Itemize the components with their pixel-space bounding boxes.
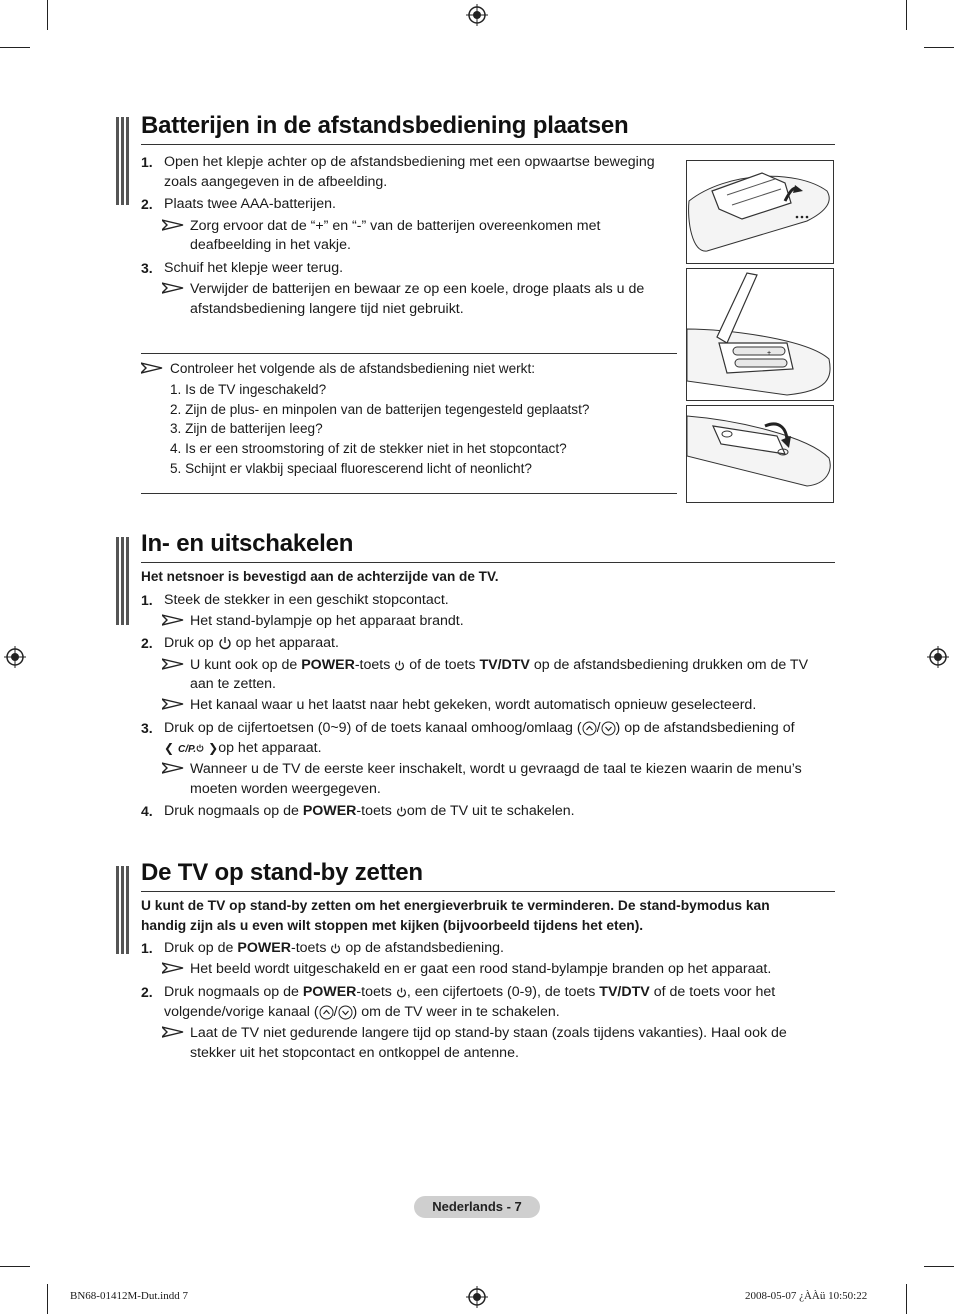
title-rule xyxy=(141,144,835,145)
box-rule-top xyxy=(141,353,677,354)
step-text-part: op het apparaat. xyxy=(235,635,339,651)
note-text: Laat de TV niet gedurende langere tijd op stand-by staan (zoals tijdens vakanties). Haal ook de xyxy=(190,1025,787,1041)
step-text xyxy=(164,938,504,958)
step-text-part: Druk nogmaals op de xyxy=(164,984,299,1000)
crop-mark xyxy=(906,0,907,30)
note-text: Zorg ervoor dat de “+” en “-” van de batterijen overeenkomen met xyxy=(190,218,601,234)
note-text-part: U kunt ook op de xyxy=(190,657,298,673)
power-icon xyxy=(396,806,407,817)
step-text xyxy=(164,982,775,1002)
registration-mark-icon xyxy=(466,4,488,26)
section-title-standby: De TV op stand-by zetten xyxy=(141,859,423,886)
crop-mark xyxy=(924,1266,954,1267)
power-icon xyxy=(196,744,204,752)
cp-key-label: C/P. xyxy=(178,744,197,755)
power-key-label: POWER xyxy=(301,657,355,673)
step-number: 4. xyxy=(141,803,153,819)
remote-illustration-batteries xyxy=(686,268,834,401)
step-number: 2. xyxy=(141,984,153,1000)
step-text: Druk op de cijfertoetsen (0~9) of de toets kanaal omhoog/omlaag ( / ) op de afstandsbediening of xyxy=(164,720,795,736)
page-number-badge: Nederlands - 7 xyxy=(414,1196,540,1218)
note-text: Het beeld wordt uitgeschakeld en er gaat een rood stand-bylampje branden op het apparaat. xyxy=(190,961,772,977)
step-text-part: ) om de TV weer in te schakelen. xyxy=(352,1004,560,1020)
crop-mark xyxy=(47,1284,48,1314)
note-text: Verwijder de batterijen en bewaar ze op een koele, droge plaats als u de xyxy=(190,281,645,297)
check-item: 1. Is de TV ingeschakeld? xyxy=(170,382,327,397)
crop-mark xyxy=(924,47,954,48)
registration-mark-icon xyxy=(466,1286,488,1308)
step-text: Open het klepje achter op de afstandsbediening met een opwaartse beweging xyxy=(164,154,655,170)
step-number: 3. xyxy=(141,720,153,736)
step-number: 1. xyxy=(141,154,153,170)
step-text-part: Druk op xyxy=(164,635,214,651)
power-icon xyxy=(330,943,341,954)
step-text-part: Druk op de cijfertoetsen (0~9) of de toets kanaal omhoog/omlaag ( xyxy=(164,720,582,736)
note-text: Het stand-bylampje op het apparaat brandt. xyxy=(190,613,464,629)
note-text: Het kanaal waar u het laatst naar hebt gekeken, wordt automatisch opnieuw geselecteerd. xyxy=(190,697,757,713)
note-arrow-icon xyxy=(162,614,184,626)
power-icon xyxy=(396,987,407,998)
channel-down-icon xyxy=(601,721,616,736)
crop-mark xyxy=(47,0,48,30)
note-text xyxy=(190,655,808,675)
step-text xyxy=(164,738,322,760)
check-item: 5. Schijnt er vlakbij speciaal fluorescerend licht of neonlicht? xyxy=(170,461,532,476)
check-item: 4. Is er een stroomstoring of zit de stekker niet in het stopcontact? xyxy=(170,441,567,456)
power-key-label: POWER xyxy=(237,940,291,956)
step-number: 3. xyxy=(141,260,153,276)
step-number: 2. xyxy=(141,635,153,651)
channel-down-icon xyxy=(338,1005,353,1020)
step-number: 1. xyxy=(141,592,153,608)
step-text: Steek de stekker in een geschikt stopcontact. xyxy=(164,592,449,608)
crop-mark xyxy=(906,1284,907,1314)
step-number: 2. xyxy=(141,196,153,212)
note-text: afstandsbediening langere tijd niet gebruikt. xyxy=(190,301,464,317)
note-arrow-icon xyxy=(162,658,184,670)
step-text xyxy=(164,633,339,653)
section-intro: U kunt de TV op stand-by zetten om het energieverbruik te verminderen. De stand-bymodus kan xyxy=(141,898,770,913)
section-intro: Het netsnoer is bevestigd aan de achterzijde van de TV. xyxy=(141,569,499,584)
power-key-label: POWER xyxy=(302,803,357,819)
note-text-part: op de afstandsbediening drukken om de TV xyxy=(533,657,809,673)
registration-mark-icon xyxy=(4,646,26,668)
title-rule xyxy=(141,562,835,563)
check-item: 2. Zijn de plus- en minpolen van de batterijen tegengesteld geplaatst? xyxy=(170,402,590,417)
step-text-part: op de afstandsbediening. xyxy=(345,940,504,956)
step-text-part: volgende/vorige kanaal ( xyxy=(164,1004,319,1020)
chevron-right-icon: ❯ xyxy=(208,741,219,755)
crop-mark xyxy=(0,1266,30,1267)
power-icon xyxy=(218,636,232,650)
note-arrow-icon xyxy=(162,962,184,974)
chevron-left-icon: ❮ xyxy=(164,741,175,755)
note-arrow-icon xyxy=(162,219,184,231)
note-text-part: of de toets xyxy=(409,657,476,673)
note-arrow-icon xyxy=(162,1026,184,1038)
step-number: 1. xyxy=(141,940,153,956)
step-text-part: ) op de afstandsbediening of xyxy=(615,720,795,736)
step-text-part: -toets xyxy=(356,803,392,819)
slug-file: BN68-01412M-Dut.indd 7 xyxy=(70,1290,188,1302)
slug-date: 2008-05-07 ¿ÀÀü 10:50:22 xyxy=(745,1290,868,1302)
step-text: Schuif het klepje weer terug. xyxy=(164,260,344,276)
section-bar xyxy=(116,537,132,625)
note-arrow-icon xyxy=(162,282,184,294)
section-title-power: In- en uitschakelen xyxy=(141,530,354,557)
note-text: stekker uit het stopcontact en ontkoppel de antenne. xyxy=(190,1045,519,1061)
svg-text:+: + xyxy=(767,350,772,357)
note-text: deafbeelding in het vakje. xyxy=(190,237,351,253)
step-text-part: -toets xyxy=(290,940,327,956)
crop-mark xyxy=(0,47,30,48)
section-intro: handig zijn als u even wilt stoppen met kijken (bijvoorbeeld tijdens het eten). xyxy=(141,918,644,933)
step-text-part: , een cijfertoets (0-9), de toets xyxy=(406,984,596,1000)
power-key-label: POWER xyxy=(302,984,357,1000)
remote-illustration-open-cover xyxy=(686,160,834,264)
channel-up-icon xyxy=(582,721,597,736)
note-text-part: -toets xyxy=(354,657,391,673)
note-arrow-icon xyxy=(162,762,184,774)
tv-dtv-key-label: TV/DTV xyxy=(599,984,650,1000)
registration-mark-icon xyxy=(927,646,949,668)
step-text-part: om de TV uit te schakelen. xyxy=(406,803,575,819)
section-bar xyxy=(116,866,132,954)
power-icon xyxy=(394,660,405,671)
note-arrow-icon xyxy=(162,698,184,710)
box-rule-bottom xyxy=(141,493,677,494)
step-text xyxy=(164,801,575,821)
step-text: zoals aangegeven in de afbeelding. xyxy=(164,174,388,190)
note-text: aan te zetten. xyxy=(190,676,276,692)
channel-up-icon xyxy=(319,1005,334,1020)
section-bar xyxy=(116,117,132,205)
note-text: moeten worden weergegeven. xyxy=(190,781,381,797)
title-rule xyxy=(141,891,835,892)
step-text-part: of de toets voor het xyxy=(653,984,776,1000)
step-text: volgende/vorige kanaal ( / ) om de TV weer in te schakelen. xyxy=(164,1004,560,1020)
note-text: Wanneer u de TV de eerste keer inschakelt, wordt u gevraagd de taal te kiezen waarin de menu’s xyxy=(190,761,802,777)
step-text-part: Druk op de xyxy=(164,940,234,956)
check-item: 3. Zijn de batterijen leeg? xyxy=(170,421,323,436)
step-text-part: op het apparaat. xyxy=(218,740,322,756)
step-text-part: Druk nogmaals op de xyxy=(164,803,299,819)
section-title-batteries: Batterijen in de afstandsbediening plaatsen xyxy=(141,112,629,139)
tv-dtv-key-label: TV/DTV xyxy=(479,657,530,673)
note-arrow-icon xyxy=(141,362,163,374)
step-text-part: -toets xyxy=(356,984,392,1000)
remote-illustration-close-cover xyxy=(686,405,834,503)
check-intro: Controleer het volgende als de afstandsbediening niet werkt: xyxy=(170,361,536,376)
step-text: Plaats twee AAA-batterijen. xyxy=(164,196,336,212)
